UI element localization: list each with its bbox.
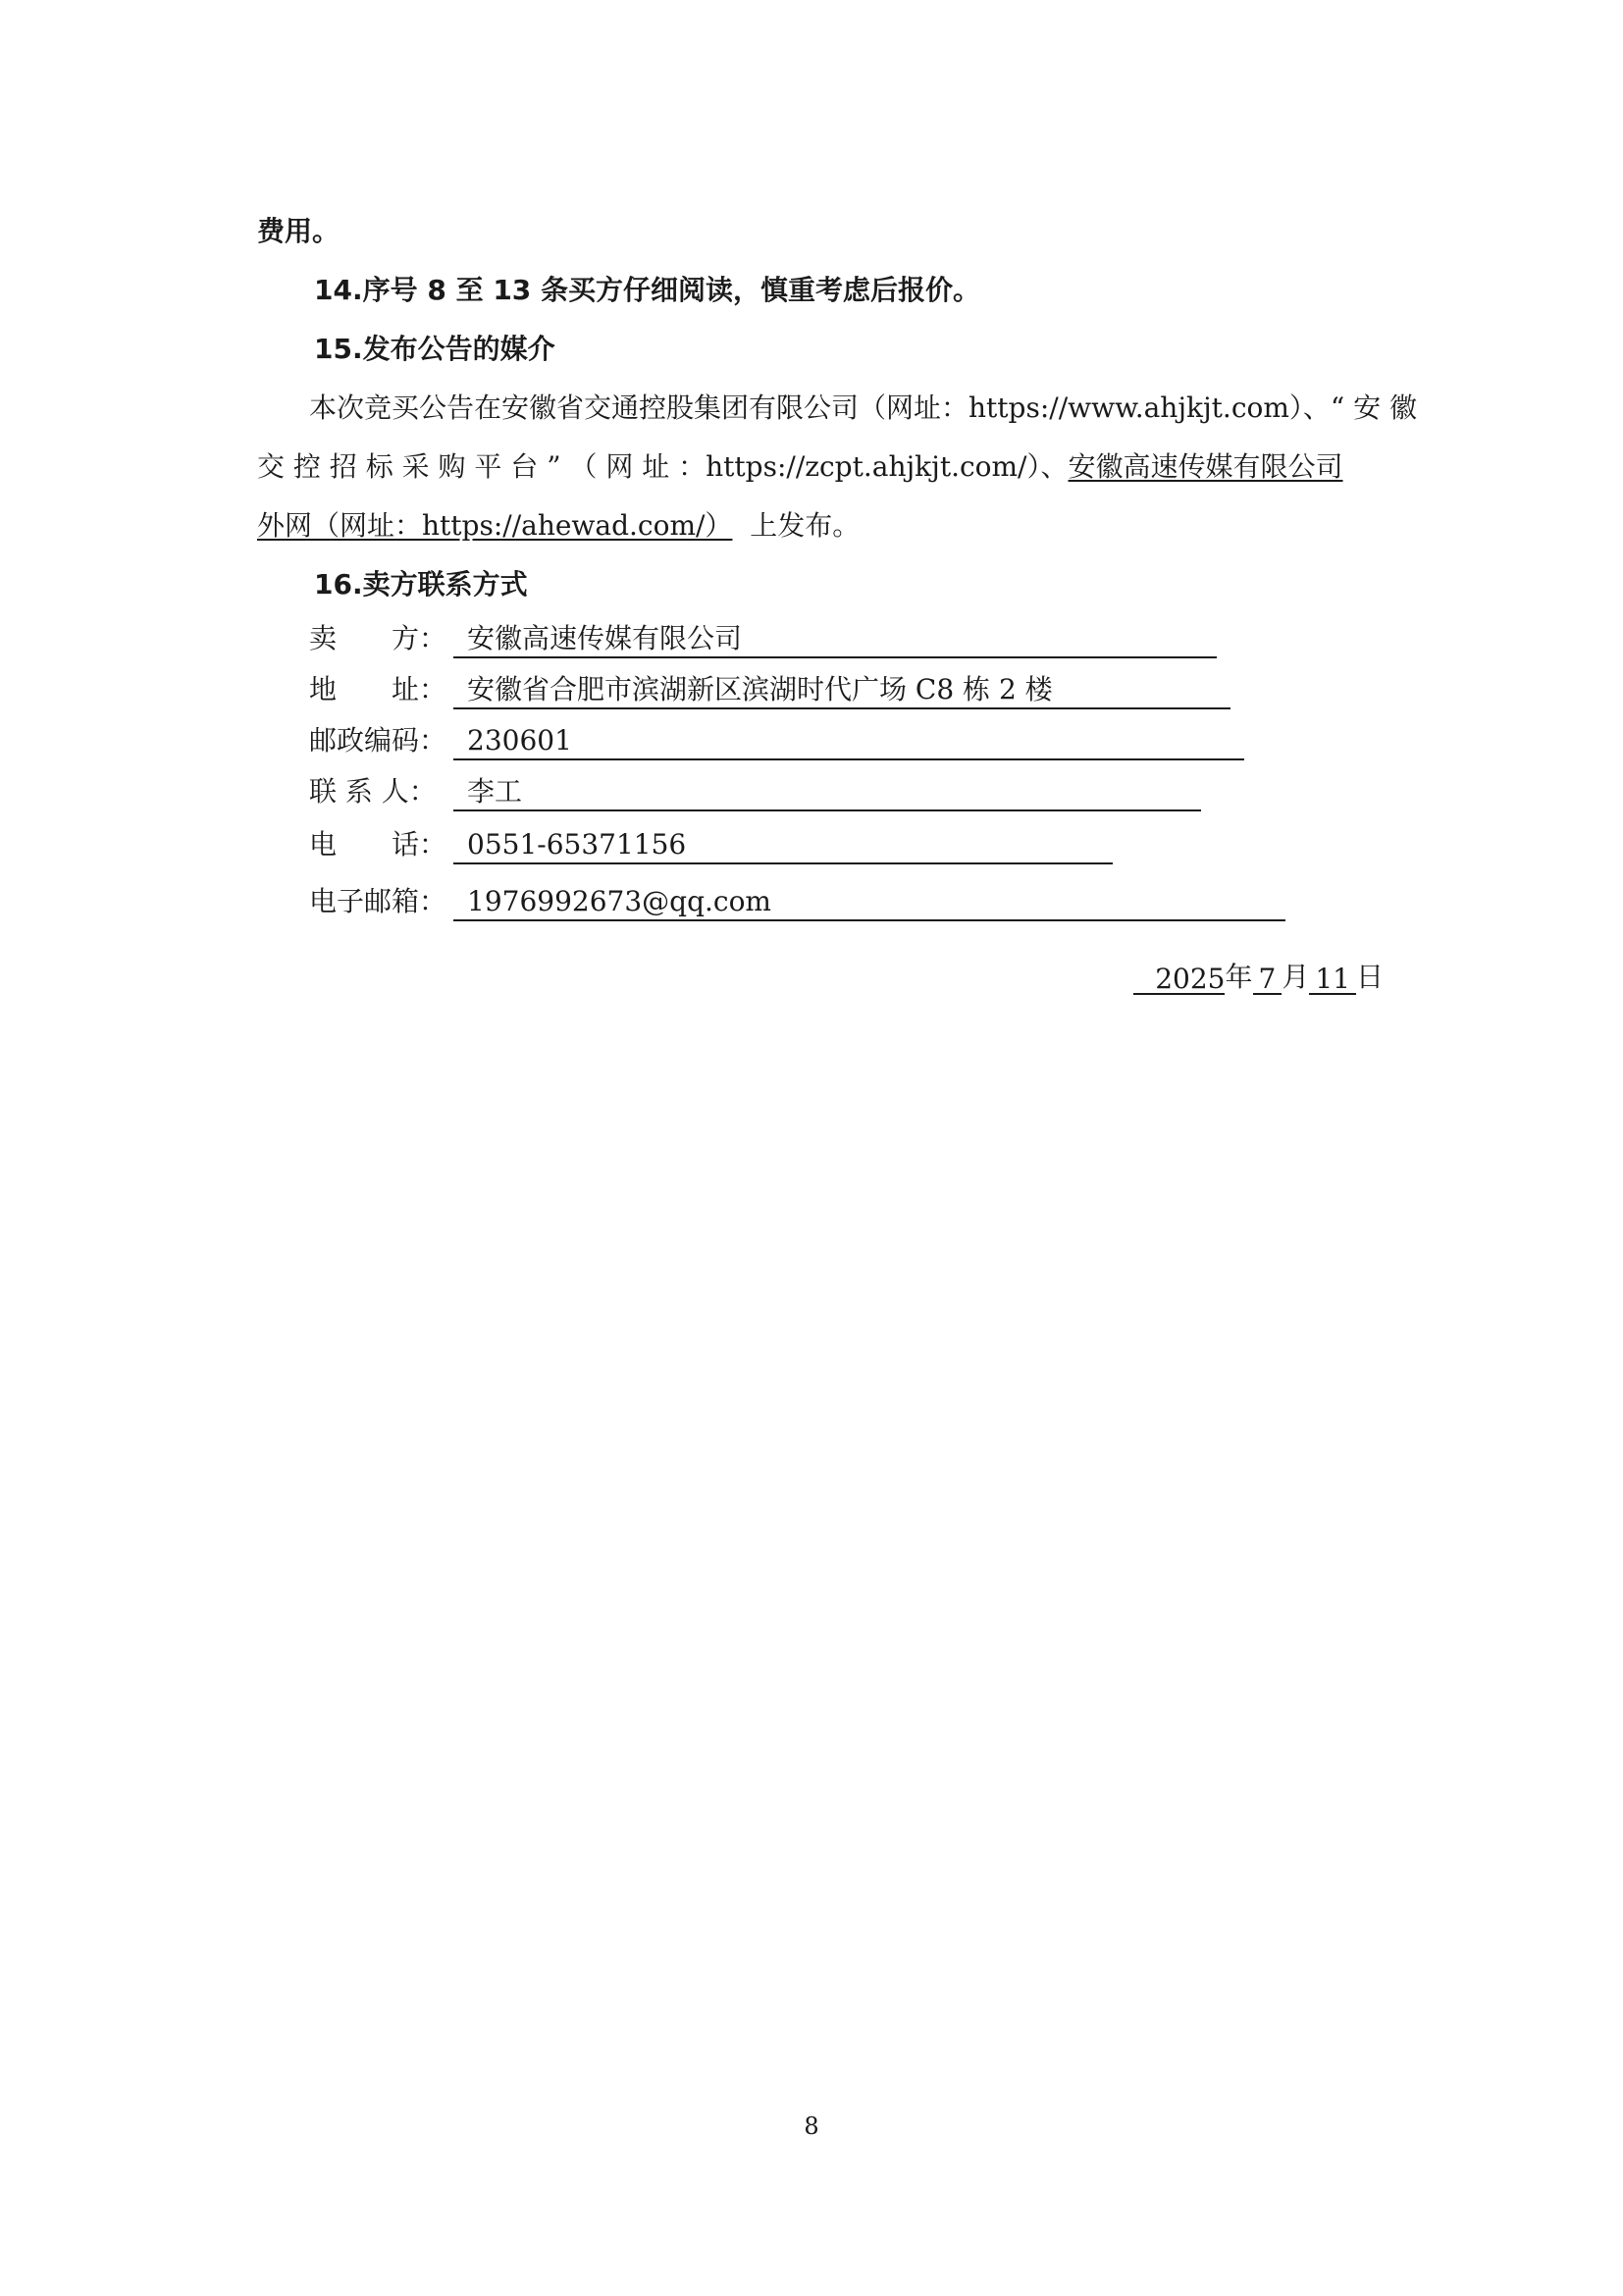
contact-person-value: 李工 — [453, 774, 1201, 811]
media-company-link[interactable]: 安徽高速传媒有限公司 — [1068, 450, 1343, 483]
date-blank-lead — [1133, 962, 1155, 995]
seller-value: 安徽高速传媒有限公司 — [453, 621, 1217, 658]
date-month: 7 — [1253, 962, 1283, 995]
seller-label: 卖 方： — [309, 622, 447, 654]
media-line-3 — [257, 508, 860, 544]
address-value: 安徽省合肥市滨湖新区滨湖时代广场 C8 栋 2 楼 — [453, 672, 1230, 709]
item-14: 14.序号 8 至 13 条买方仔细阅读，慎重考虑后报价。 — [314, 274, 981, 306]
contact-person-label: 联 系 人： — [309, 775, 437, 808]
phone-value: 0551-65371156 — [453, 827, 1113, 864]
date-year: 2025 — [1155, 963, 1226, 995]
postcode-value: 230601 — [453, 723, 1244, 760]
phone-label: 电 话： — [309, 828, 447, 861]
item-16-title: 16.卖方联系方式 — [314, 568, 528, 600]
postcode-label: 邮政编码： — [309, 724, 447, 757]
media-website-link[interactable]: 外网（网址：https://ahewad.com/） — [257, 509, 733, 542]
media-line-3-tail: 上发布。 — [750, 509, 861, 542]
date-day: 11 — [1309, 962, 1356, 995]
media-line-1: 本次竞买公告在安徽省交通控股集团有限公司（网址：https://www.ahjkjt.com）、“ 安 徽 — [309, 391, 1418, 424]
announcement-date — [1133, 960, 1384, 995]
date-month-unit: 月 — [1282, 961, 1310, 993]
page-number: 8 — [804, 2113, 819, 2140]
email-value[interactable]: 1976992673@qq.com — [453, 884, 1285, 921]
date-day-unit: 日 — [1355, 961, 1384, 993]
address-label: 地 址： — [309, 673, 447, 705]
continuation-text: 费用。 — [257, 215, 340, 247]
media-line-2-text: 交 控 招 标 采 购 平 台 ” （ 网 址 ：https://zcpt.ahjkjt.com/）、 — [257, 450, 1069, 483]
item-15-title: 15.发布公告的媒介 — [314, 333, 555, 365]
media-line-2 — [257, 449, 1343, 485]
email-label: 电子邮箱： — [309, 885, 447, 917]
date-year-unit: 年 — [1225, 961, 1253, 993]
